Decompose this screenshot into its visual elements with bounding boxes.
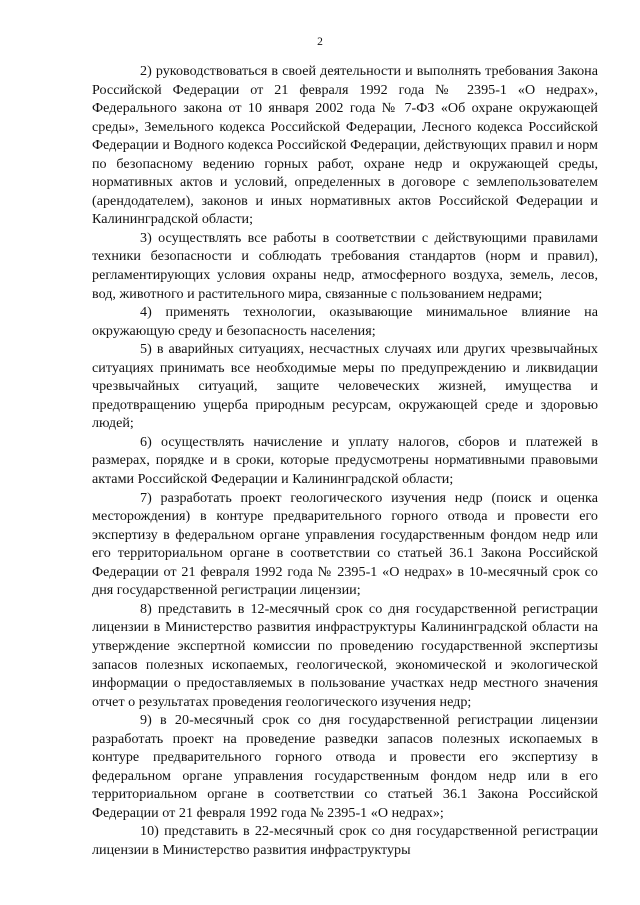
paragraph-item-5: 5) в аварийных ситуациях, несчастных случаях или других чрезвычайных ситуациях принимать все необходимые меры по предупреждению и ликвидации чрезвычайных ситуаций, защите человеческих жизней, имущества и предотвращению ущерба природным ресурсам, окружающей среде и здоровью людей;	[92, 341, 598, 432]
document-body	[92, 62, 598, 860]
paragraph-item-8: 8) представить в 12-месячный срок со дня государственной регистрации лицензии в Министерство развития инфраструктуры Калининградской области на утверждение экспертной комиссии по проведению государственной экспертизы запасов полезных ископаемых, геологической, экономической и экологической информации о предоставляемых в пользование участках недр местного значения отчет о результатах проведения геологического изучения недр;	[92, 600, 598, 710]
paragraph-item-3: 3) осуществлять все работы в соответствии с действующими правилами техники безопасности и соблюдать требования стандартов (норм и правил), регламентирующих условия охраны недр, атмосферного воздуха, земель, лесов, вод, животного и растительного мира, связанные с пользованием недрами;	[92, 229, 598, 302]
paragraph-item-7: 7) разработать проект геологического изучения недр (поиск и оценка месторождения) в контуре предварительного горного отвода и провести его экспертизу в федеральном органе управления государственным фондом недр или его территориальном органе в соответствии со статьей 36.1 Закона Российской Федерации от 21 февраля 1992 года № 2395-1 «О недрах» в 10-месячный срок со дня государственной регистрации лицензии;	[92, 489, 598, 599]
paragraph-item-10: 10) представить в 22-месячный срок со дня государственной регистрации лицензии в Министерство развития инфраструктуры	[92, 823, 598, 858]
paragraph-item-4: 4) применять технологии, оказывающие минимальное влияние на окружающую среду и безопасность населения;	[92, 304, 598, 339]
paragraph-item-9: 9) в 20-месячный срок со дня государственной регистрации лицензии разработать проект на проведение разведки запасов полезных ископаемых в контуре предварительного горного отвода и провести его экспертизу в федеральном органе управления государственным фондом недр или в его территориальном органе в соответствии со статьей 36.1 Закона Российской Федерации от 21 февраля 1992 года № 2395-1 «О недрах»;	[92, 712, 598, 821]
page-number: 2	[317, 36, 323, 48]
paragraph-item-6: 6) осуществлять начисление и уплату налогов, сборов и платежей в размерах, порядке и в сроки, которые предусмотрены нормативными правовыми актами Российской Федерации и Калининградской области;	[92, 433, 598, 488]
paragraph-item-2: 2) руководствоваться в своей деятельности и выполнять требования Закона Российской Федерации от 21 февраля 1992 года № 2395-1 «О недрах», Федерального закона от 10 января 2002 года № 7-ФЗ «Об охране окружающей среды», Земельного кодекса Российской Федерации, Лесного кодекса Российской Федерации и Водного кодекса Российской Федерации, действующих правил и норм по безопасному ведению горных работ, охране недр и окружающей среды, нормативных актов и условий, определенных в договоре с землепользователем (арендодателем), законов и иных нормативных актов Российской Федерации и Калининградской области;	[92, 63, 598, 228]
